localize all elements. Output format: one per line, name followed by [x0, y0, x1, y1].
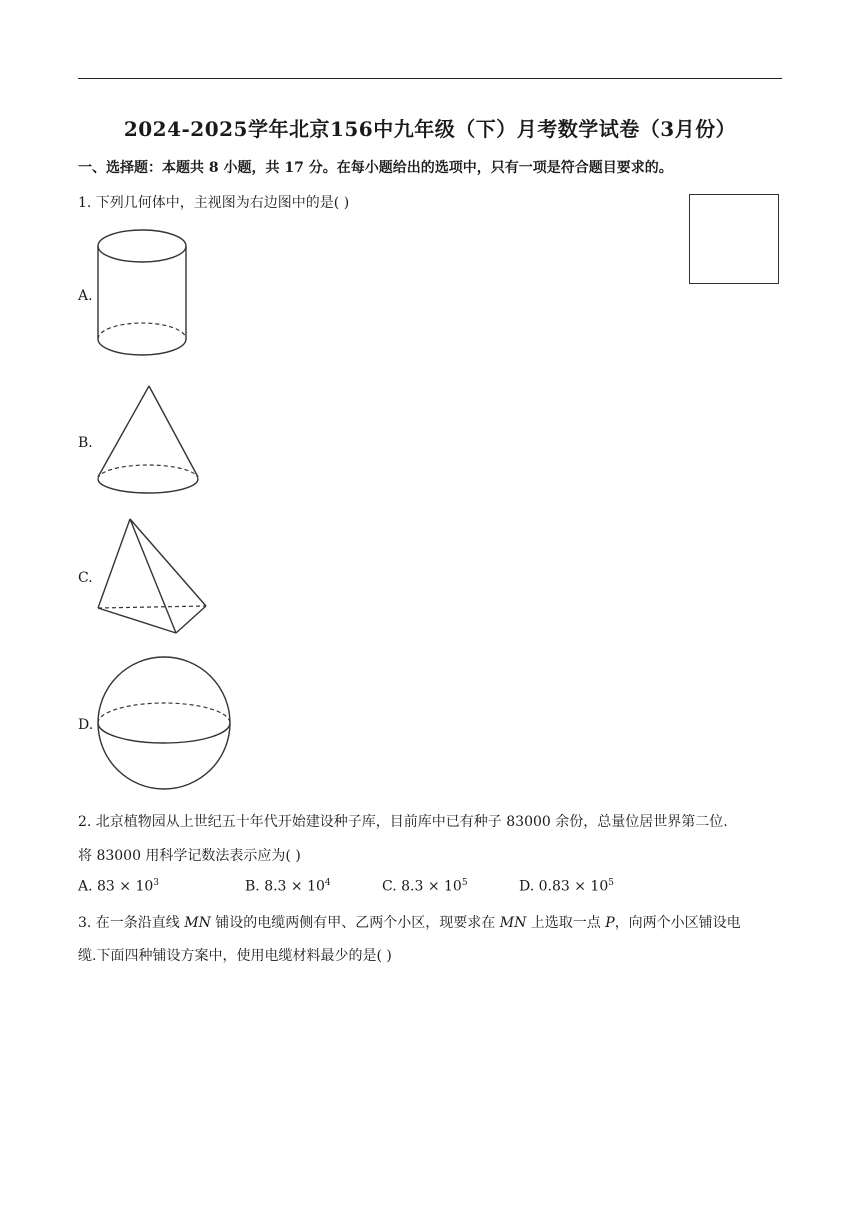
cone-icon	[96, 383, 202, 499]
question-2-stem-line1: 2. 北京植物园从上世纪五十年代开始建设种子库，目前库中已有种子 83000 余份，总量位居世界第二位.	[78, 814, 728, 830]
q1-option-d-label: D.	[78, 717, 94, 733]
question-2-stem-line2: 将 83000 用科学记数法表示应为( )	[78, 848, 301, 864]
question-3-stem-line1: 3. 在一条沿直线 MN 铺设的电缆两侧有甲、乙两个小区，现要求在 MN 上选取一点 P，向两个小区铺设电	[78, 915, 741, 931]
q1-option-c-label: C.	[78, 570, 93, 586]
header-rule	[78, 78, 782, 79]
q2-choice-b: B. $8.3 \times 10^4$	[245, 878, 331, 895]
q2-choice-d: D. $0.83 \times 10^5$	[519, 878, 614, 895]
q1-option-b-label: B.	[78, 435, 93, 451]
q2-choice-c: C. $8.3 \times 10^5$	[382, 878, 468, 895]
question-3-stem-line2: 缆.下面四种铺设方案中，使用电缆材料最少的是( )	[78, 948, 392, 964]
front-view-square-figure	[689, 194, 779, 284]
page-title: 2024-2025学年北京156中九年级（下）月考数学试卷（3月份）	[123, 117, 737, 141]
q1-option-a-label: A.	[78, 288, 93, 304]
triangular-pyramid-icon	[96, 516, 210, 638]
cylinder-icon	[96, 226, 192, 362]
sphere-icon	[96, 654, 236, 792]
question-2-choices	[78, 878, 782, 898]
section-heading: 一、选择题：本题共 8 小题，共 17 分。在每小题给出的选项中，只有一项是符合题目要求的。	[78, 160, 673, 176]
q2-choice-a: A. $83 \times 10^3$	[78, 878, 160, 895]
question-1-stem: 1. 下列几何体中，主视图为右边图中的是( )	[78, 195, 350, 211]
